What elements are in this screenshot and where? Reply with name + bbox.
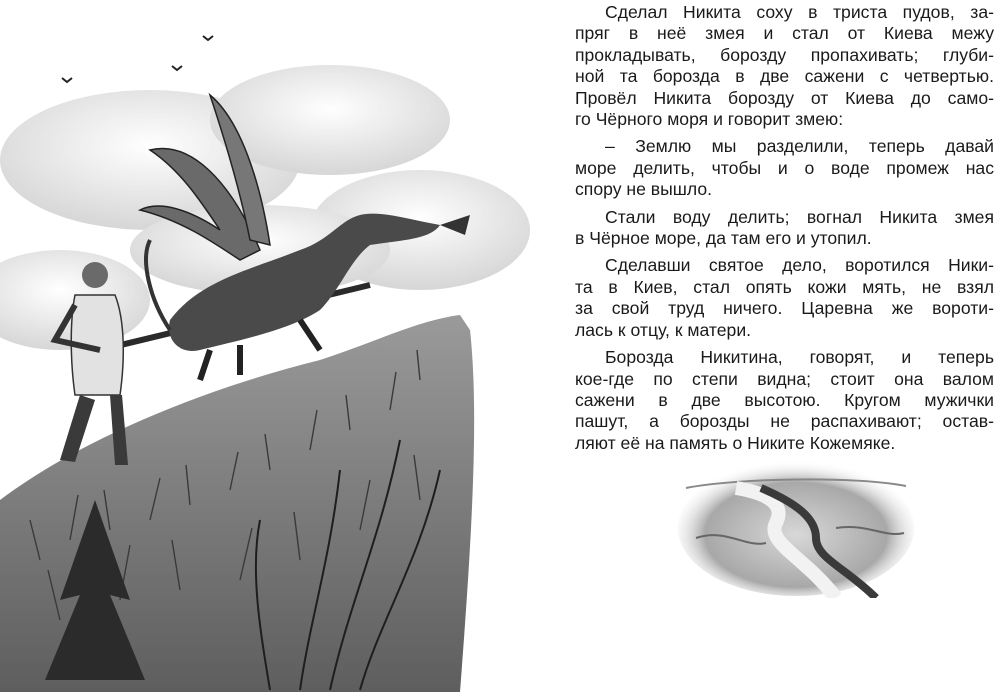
text-line: Сделавши святое дело, воротился Ники- (605, 255, 994, 276)
text-line: прокладывать, борозду пропахивать; глуби- (575, 44, 994, 65)
paragraph-4 (575, 255, 994, 341)
text-line: го Чёрного моря и говорит змею: (575, 109, 844, 130)
text-line: пашут, а борозды не распахивают; остав- (575, 411, 994, 432)
birds (62, 36, 213, 82)
text-line: сажени в две высотою. Кругом мужички (575, 389, 994, 410)
text-line: Стали воду делить; вогнал Никита змея (605, 206, 994, 227)
text-line: Сделал Никита соху в триста пудов, за- (605, 2, 994, 22)
steppe-furrow-illustration (676, 448, 916, 598)
text-line: та в Киев, стал опять кожи мять, не взял (575, 276, 994, 297)
text-line: Провёл Никита борозду от Киева до само- (575, 87, 994, 108)
text-line: ной та борозда в две сажени с четвертью. (575, 66, 994, 87)
text-line: море делить, чтобы и о воде промеж нас (575, 157, 994, 178)
paragraph-1 (575, 2, 994, 130)
text-line: в Чёрное море, да там его и утопил. (575, 228, 872, 249)
text-line: спору не вышло. (575, 179, 713, 200)
paragraph-2 (575, 136, 994, 200)
text-line: – Землю мы разделили, теперь давай (605, 136, 994, 157)
story-text (575, 2, 994, 454)
text-line: лась к отцу, к матери. (575, 319, 752, 340)
paragraph-3 (575, 207, 994, 250)
paragraph-5 (575, 347, 994, 454)
text-line: ляют её на память о Никите Кожемяке. (575, 432, 896, 453)
furrow-vignette (676, 448, 916, 598)
text-line: кое-где по степи видна; стоит она валом (575, 368, 994, 389)
text-line: пряг в неё змея и стал от Киева межу (575, 23, 994, 44)
text-line: за свой труд ничего. Царевна же вороти- (575, 298, 994, 319)
text-line: Борозда Никитина, говорят, и теперь (605, 347, 994, 368)
